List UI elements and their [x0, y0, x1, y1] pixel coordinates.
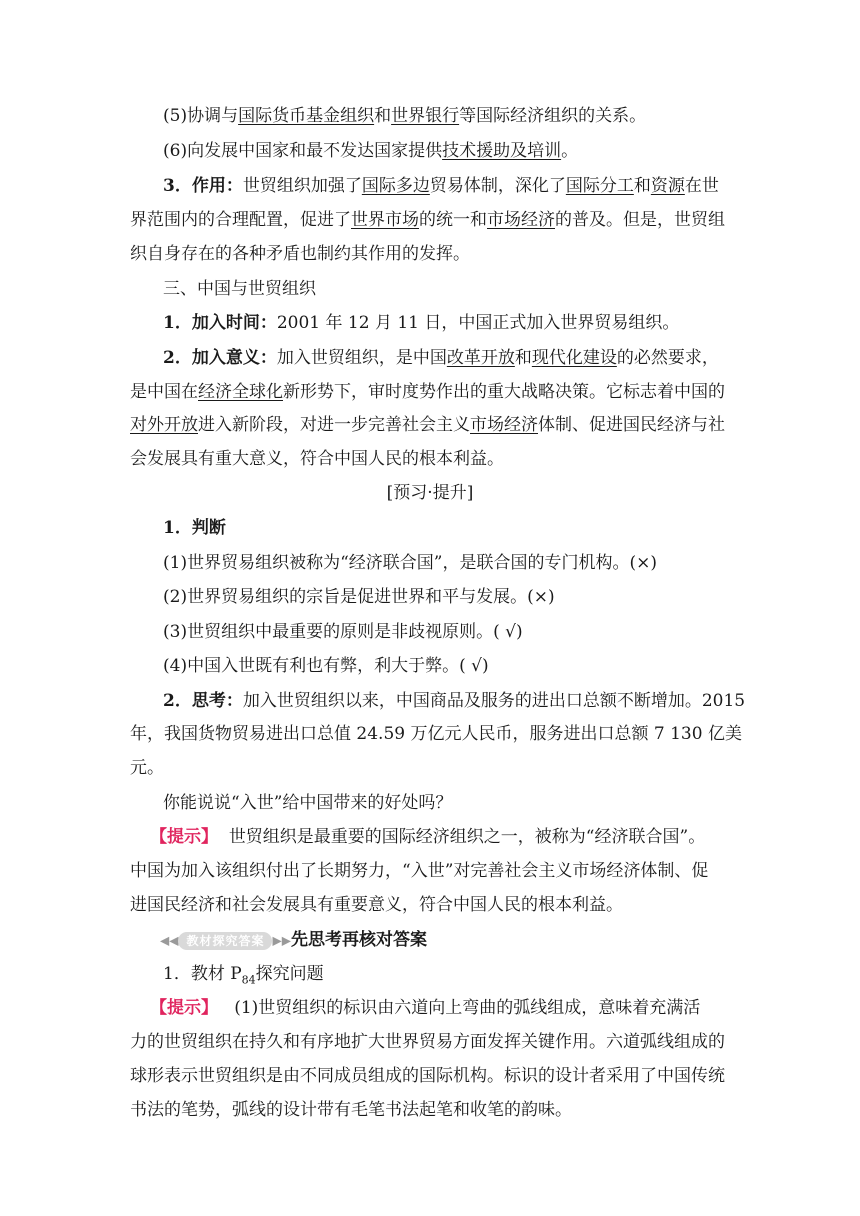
- underlined-term: 市场经济: [470, 415, 538, 435]
- text: 等国际经济组织的关系。: [459, 106, 647, 126]
- text: 贸易体制，深化了: [429, 176, 566, 196]
- text: 世贸组织是最重要的国际经济组织之一，被称为“经济联合国”。: [228, 827, 706, 847]
- text: 体制、促进国民经济与社: [538, 415, 725, 435]
- double-arrow-left-icon: ◀◀: [160, 933, 179, 948]
- think-line-2: 年，我国货物贸易进出口总值 24.59 万亿元人民币，服务进出口总额 7 130 亿美: [130, 724, 742, 744]
- underlined-term: 国际多边: [361, 176, 430, 196]
- textbook-item: [163, 962, 324, 992]
- text: 新形势下，审时度势作出的重大战略决策。它标志着中国的: [283, 382, 725, 402]
- text: 世贸组织加强了: [242, 176, 362, 196]
- think-label: 2．思考：: [163, 691, 243, 711]
- think-line-3: 元。: [130, 758, 164, 778]
- significance-line-3: [130, 413, 725, 437]
- underlined-term: 世界市场: [351, 210, 419, 230]
- text: 和: [374, 106, 392, 126]
- text: 是中国在: [130, 382, 198, 402]
- think-line-1: [163, 689, 745, 713]
- hint-line-3: 进国民经济和社会发展具有重要意义，符合中国人民的根本利益。: [130, 895, 623, 915]
- text: (5)协调与: [163, 106, 239, 126]
- textbook-hint-line-3: 球形表示世贸组织是由不同成员组成的国际机构。标识的设计者采用了中国传统: [130, 1066, 725, 1086]
- text: (6)向发展中国家和最不发达国家提供: [163, 141, 443, 161]
- text: 的普及。但是，世贸组: [555, 210, 725, 230]
- text: 的必然要求，: [616, 348, 719, 368]
- underlined-term: 现代化建设: [531, 348, 617, 368]
- significance-label: 2．加入意义：: [163, 348, 277, 368]
- underlined-term: 技术援助及培训: [442, 141, 562, 161]
- role-paragraph-line-1: [163, 174, 719, 198]
- text: 1．教材 P: [163, 964, 242, 984]
- textbook-hint-line-1: [150, 996, 700, 1020]
- page-subscript: 84: [241, 973, 256, 987]
- significance-line-4: 会发展具有重大意义，符合中国人民的根本利益。: [130, 449, 504, 469]
- textbook-answer-header: [160, 928, 427, 953]
- text: (1)世贸组织的标识由六道向上弯曲的弧线组成，意味着充满活: [234, 998, 701, 1018]
- item-5: [163, 104, 646, 128]
- text: 加入世贸组织以来，中国商品及服务的进出口总额不断增加。2015: [242, 691, 746, 711]
- underlined-term: 经济全球化: [198, 382, 283, 402]
- role-paragraph-line-3: 织自身存在的各种矛盾也制约其作用的发挥。: [130, 244, 470, 264]
- judge-item: (3)世贸组织中最重要的原则是非歧视原则。( √): [163, 622, 523, 642]
- significance-line-2: [130, 380, 725, 404]
- section-heading: 三、中国与世贸组织: [163, 279, 316, 299]
- text: 。: [561, 141, 579, 161]
- text: 在世: [684, 176, 719, 196]
- text: 加入世贸组织，是中国: [276, 348, 447, 368]
- text: 界范围内的合理配置，促进了: [130, 210, 351, 230]
- double-arrow-right-icon: ▶▶: [272, 933, 291, 948]
- judge-title: 1．判断: [163, 518, 226, 538]
- join-time: [163, 311, 679, 335]
- text: 2001 年 12 月 11 日，中国正式加入世界贸易组织。: [276, 313, 680, 333]
- role-paragraph-line-2: [130, 208, 725, 232]
- underlined-term: 资源: [650, 176, 685, 196]
- underlined-term: 市场经济: [487, 210, 555, 230]
- badge-note: 先思考再核对答案: [290, 930, 427, 950]
- underlined-term: 世界银行: [391, 106, 460, 126]
- role-label: 3．作用：: [163, 176, 243, 196]
- judge-item: (1)世界贸易组织被称为“经济联合国”，是联合国的专门机构。(×): [163, 553, 657, 573]
- underlined-term: 对外开放: [130, 415, 198, 435]
- judge-item: (4)中国入世既有利也有弊，利大于弊。( √): [163, 656, 489, 676]
- preview-section-title: [预习·提升]: [386, 483, 474, 503]
- hint-label: 【提示】: [150, 827, 218, 847]
- textbook-answer-badge: 教材探究答案: [178, 932, 272, 950]
- textbook-hint-line-4: 书法的笔势，弧线的设计带有毛笔书法起笔和收笔的韵味。: [130, 1100, 572, 1120]
- text: 探究问题: [255, 964, 324, 984]
- text: 进入新阶段，对进一步完善社会主义: [198, 415, 470, 435]
- underlined-term: 改革开放: [446, 348, 515, 368]
- item-6: [163, 139, 578, 163]
- question: 你能说说“入世”给中国带来的好处吗？: [163, 793, 453, 813]
- text: 的统一和: [419, 210, 487, 230]
- hint-line-1: [150, 825, 705, 849]
- text: 和: [514, 348, 532, 368]
- textbook-hint-line-2: 力的世贸组织在持久和有序地扩大世界贸易方面发挥关键作用。六道弧线组成的: [130, 1032, 725, 1052]
- underlined-term: 国际分工: [565, 176, 634, 196]
- text: 和: [633, 176, 651, 196]
- underlined-term: 国际货币基金组织: [238, 106, 375, 126]
- hint-label: 【提示】: [150, 998, 218, 1018]
- hint-line-2: 中国为加入该组织付出了长期努力，“入世”对完善社会主义市场经济体制、促: [130, 861, 709, 881]
- time-label: 1．加入时间：: [163, 313, 277, 333]
- judge-item: (2)世界贸易组织的宗旨是促进世界和平与发展。(×): [163, 587, 555, 607]
- significance-line-1: [163, 346, 719, 370]
